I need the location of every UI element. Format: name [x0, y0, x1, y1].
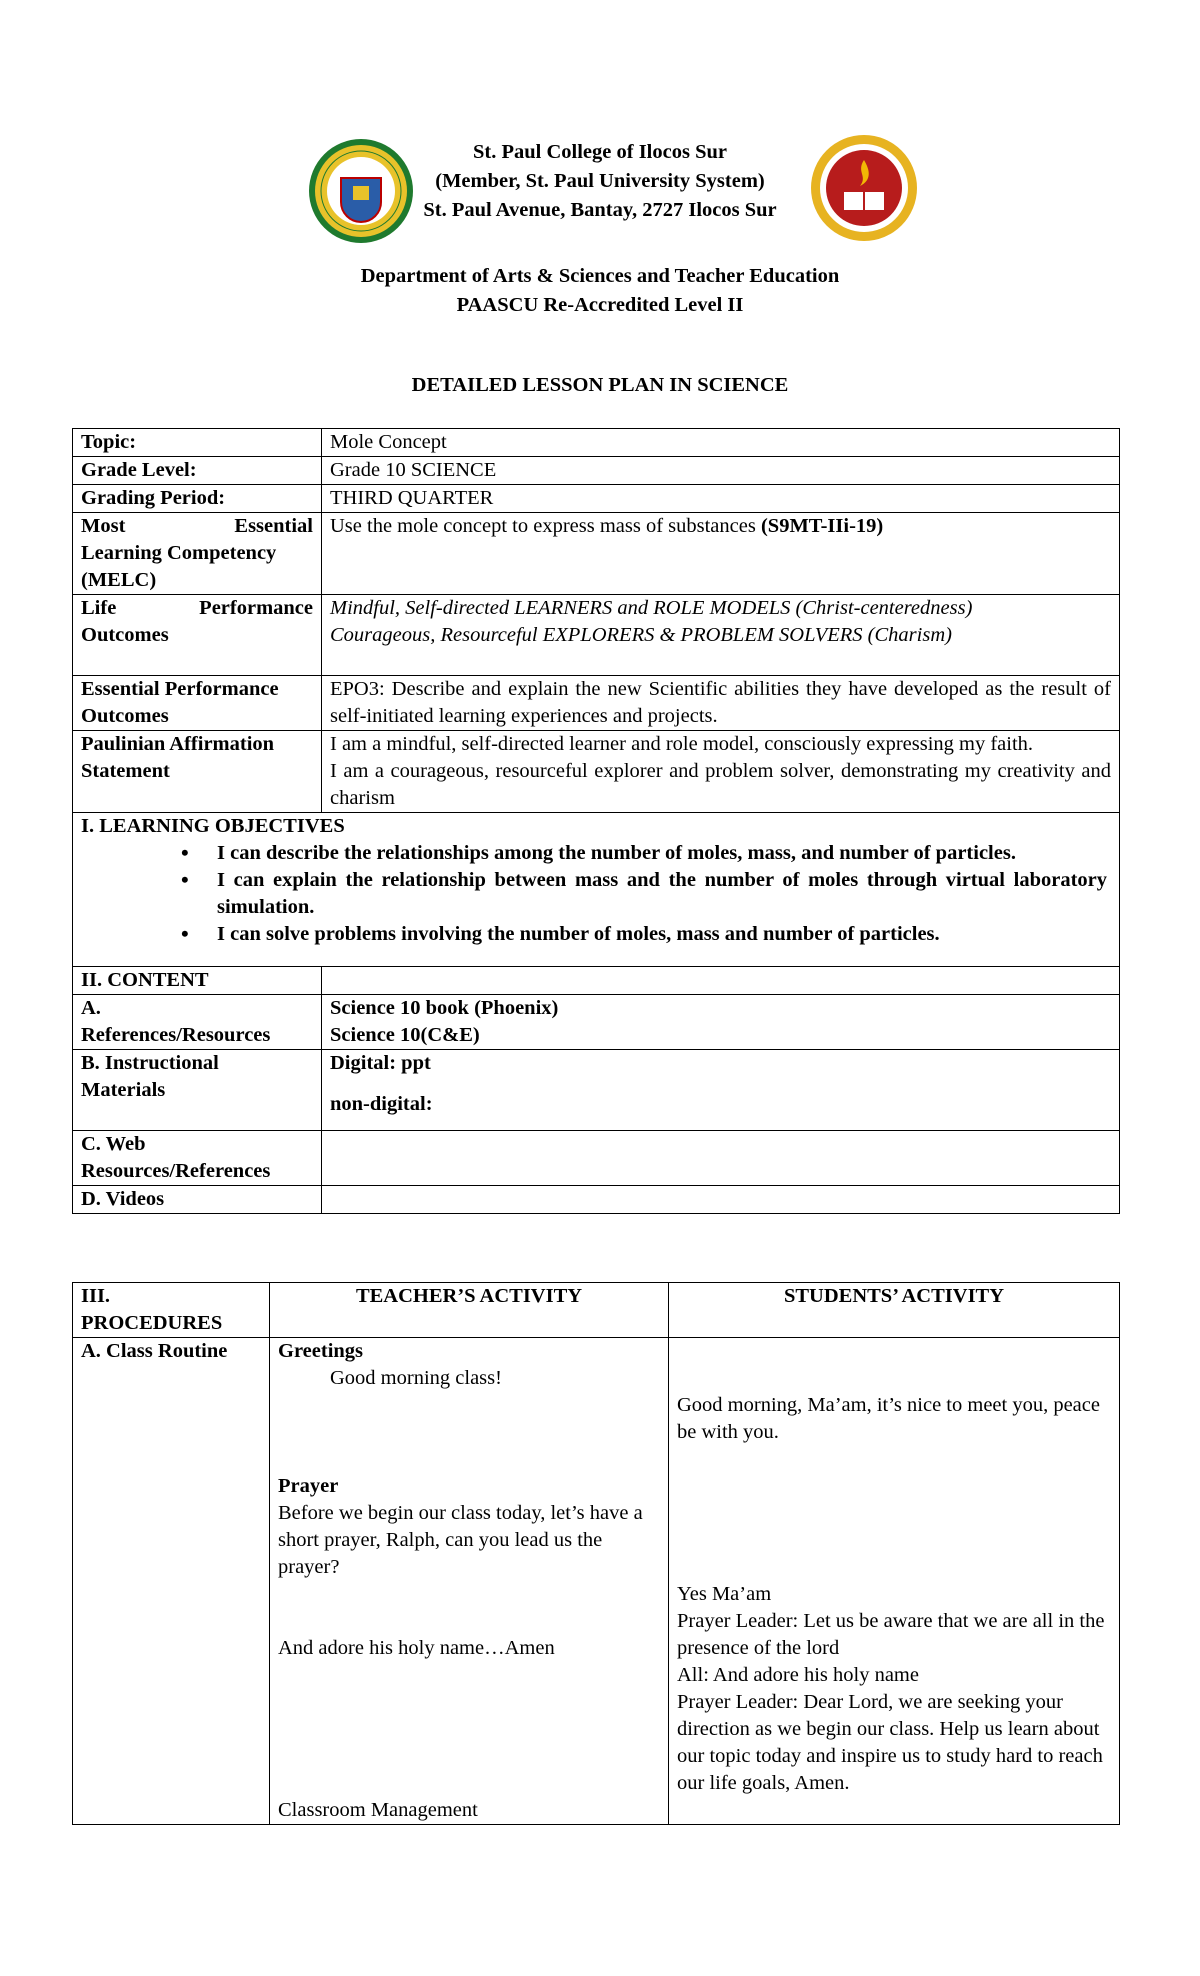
students-activity-cell [669, 1338, 1120, 1825]
lpo-label-word-1: Life [81, 597, 117, 619]
epo-value: EPO3: Describe and explain the new Scientific abilities they have developed as the result of self-initiated learning experiences and projects. [322, 676, 1120, 731]
paulinian-label-line-2: Statement [81, 760, 170, 782]
melc-label-line-3: (MELC) [81, 569, 157, 591]
procedures-heading-line-2: PROCEDURES [81, 1312, 223, 1334]
epo-label-line-2: Outcomes [81, 705, 169, 727]
objectives-row [73, 813, 1120, 967]
grade-value: Grade 10 SCIENCE [322, 457, 1120, 485]
content-heading-empty [322, 967, 1120, 995]
period-row [73, 485, 1120, 513]
teacher-activity-header: TEACHER’S ACTIVITY [270, 1283, 669, 1338]
paulinian-value-2: I am a courageous, resourceful explorer and problem solver, demonstrating my creativity and charism [330, 760, 1111, 809]
epo-row [73, 676, 1120, 731]
paulinian-label [73, 731, 322, 813]
objectives-cell [73, 813, 1120, 967]
references-row [73, 995, 1120, 1050]
students-activity-header: STUDENTS’ ACTIVITY [669, 1283, 1120, 1338]
greetings-response: Good morning, Ma’am, it’s nice to meet you, peace be with you. [677, 1394, 1100, 1443]
melc-label-word-1: Most [81, 515, 126, 537]
paulinian-value-1: I am a mindful, self-directed learner and role model, consciously expressing my faith. [330, 733, 1034, 755]
content-heading: II. CONTENT [73, 967, 322, 995]
procedures-heading [73, 1283, 270, 1338]
paulinian-label-line-1: Paulinian Affirmation [81, 733, 275, 755]
references-value [322, 995, 1120, 1050]
references-value-1: Science 10 book (Phoenix) [330, 997, 559, 1019]
paulinian-value [322, 731, 1120, 813]
prayer-title: Prayer [278, 1475, 339, 1497]
department-block [0, 262, 1200, 320]
school-header [0, 138, 1200, 225]
objectives-heading: I. LEARNING OBJECTIVES [81, 815, 345, 837]
lpo-value-line-1: Mindful, Self-directed LEARNERS and ROLE MODELS (Christ-centeredness) [330, 597, 973, 619]
epo-label-line-1: Essential Performance [81, 678, 279, 700]
melc-label-line-2: Learning Competency [81, 542, 277, 564]
references-value-2: Science 10(C&E) [330, 1024, 480, 1046]
web-resources-label [73, 1131, 322, 1186]
prayer-response-3: All: And adore his holy name [677, 1664, 919, 1686]
objective-item: • I can solve problems involving the number of moles, mass and number of particles. [217, 921, 1111, 948]
topic-row [73, 429, 1120, 457]
procedures-heading-line-1: III. [81, 1285, 111, 1307]
class-routine-row [73, 1338, 1120, 1825]
materials-label-line-1: B. Instructional [81, 1052, 219, 1074]
melc-value [322, 513, 1120, 595]
classroom-management-title: Classroom Management [278, 1799, 478, 1821]
materials-row [73, 1050, 1120, 1131]
videos-value [322, 1186, 1120, 1214]
melc-label [73, 513, 322, 595]
materials-label-line-2: Materials [81, 1079, 166, 1101]
materials-value [322, 1050, 1120, 1131]
epo-label [73, 676, 322, 731]
procedures-header-row [73, 1283, 1120, 1338]
prayer-closing: And adore his holy name…Amen [278, 1637, 555, 1659]
period-label: Grading Period: [73, 485, 322, 513]
melc-text: Use the mole concept to express mass of substances [330, 515, 761, 537]
melc-code: (S9MT-IIi-19) [760, 515, 884, 537]
period-value: THIRD QUARTER [322, 485, 1120, 513]
greetings-text: Good morning class! [330, 1367, 502, 1389]
objective-item: • I can describe the relationships among the number of moles, mass, and number of particles. [217, 840, 1111, 867]
materials-label [73, 1050, 322, 1131]
school-membership: (Member, St. Paul University System) [435, 170, 765, 192]
paulinian-row [73, 731, 1120, 813]
prayer-response-1: Yes Ma’am [677, 1583, 772, 1605]
lpo-label [73, 595, 322, 676]
lpo-value-line-2: Courageous, Resourceful EXPLORERS & PROBLEM SOLVERS (Charism) [330, 624, 952, 646]
topic-value: Mole Concept [322, 429, 1120, 457]
lpo-row [73, 595, 1120, 676]
lpo-label-line-2: Outcomes [81, 624, 169, 646]
videos-label: D. Videos [73, 1186, 322, 1214]
melc-label-word-2: Essential [234, 515, 313, 537]
grade-row [73, 457, 1120, 485]
objectives-list [81, 840, 1111, 948]
grade-label: Grade Level: [73, 457, 322, 485]
procedures-table [72, 1282, 1120, 1825]
melc-row [73, 513, 1120, 595]
lesson-info-table [72, 428, 1120, 1214]
references-label [73, 995, 322, 1050]
department-name: Department of Arts & Sciences and Teacher Education [360, 265, 840, 287]
lpo-value [322, 595, 1120, 676]
materials-non-digital: non-digital: [330, 1093, 433, 1115]
videos-row [73, 1186, 1120, 1214]
materials-digital: Digital: ppt [330, 1052, 431, 1074]
web-resources-label-line-1: C. Web [81, 1133, 146, 1155]
school-address: St. Paul Avenue, Bantay, 2727 Ilocos Sur [423, 199, 777, 221]
topic-label: Topic: [73, 429, 322, 457]
prayer-response-4: Prayer Leader: Dear Lord, we are seeking your direction as we begin our class. Help us learn about our topic today and inspire us to study hard to reach our life goals, Amen. [677, 1691, 1103, 1794]
school-name: St. Paul College of Ilocos Sur [473, 141, 727, 163]
web-resources-label-line-2: Resources/References [81, 1160, 271, 1182]
references-label-line-1: A. [81, 997, 101, 1019]
objective-item: • I can explain the relationship between mass and the number of moles through virtual laboratory simulation. [217, 867, 1111, 921]
prayer-response-2: Prayer Leader: Let us be aware that we are all in the presence of the lord [677, 1610, 1105, 1659]
web-resources-row [73, 1131, 1120, 1186]
class-routine-label: A. Class Routine [73, 1338, 270, 1825]
document-title: DETAILED LESSON PLAN IN SCIENCE [411, 374, 789, 396]
teacher-activity-cell [270, 1338, 669, 1825]
web-resources-value [322, 1131, 1120, 1186]
content-heading-row [73, 967, 1120, 995]
prayer-text: Before we begin our class today, let’s have a short prayer, Ralph, can you lead us the prayer? [278, 1502, 643, 1578]
greetings-title: Greetings [278, 1340, 364, 1362]
lpo-label-word-2: Performance [199, 597, 313, 619]
accreditation: PAASCU Re-Accredited Level II [456, 294, 744, 316]
references-label-line-2: References/Resources [81, 1024, 271, 1046]
